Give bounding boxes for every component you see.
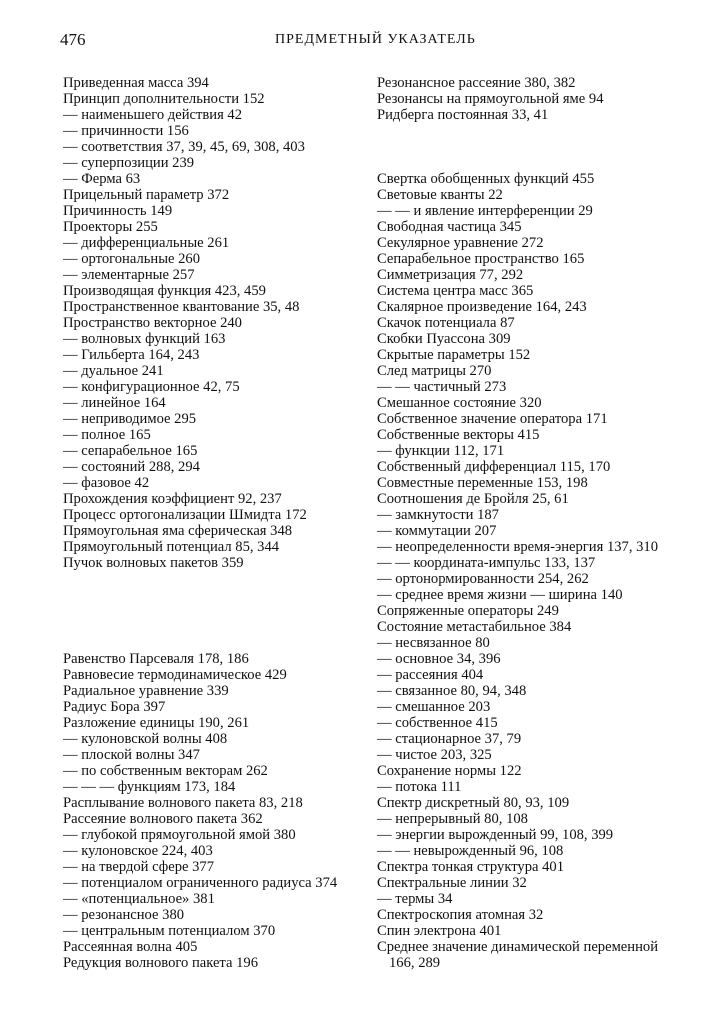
index-entry: — основное 34, 396 bbox=[377, 651, 501, 667]
index-entry: — конфигурационное 42, 75 bbox=[63, 379, 240, 395]
index-entry: Скалярное произведение 164, 243 bbox=[377, 299, 587, 315]
index-entry: — причинности 156 bbox=[63, 123, 189, 139]
index-entry: — «потенциальное» 381 bbox=[63, 891, 215, 907]
index-entry: Рассеяние волнового пакета 362 bbox=[63, 811, 263, 827]
index-entry: Соотношения де Бройля 25, 61 bbox=[377, 491, 569, 507]
index-entry: — коммутации 207 bbox=[377, 523, 497, 539]
index-entry: Сепарабельное пространство 165 bbox=[377, 251, 585, 267]
index-entry: Симметризация 77, 292 bbox=[377, 267, 524, 283]
index-entry: — неопределенности время-энергия 137, 310 bbox=[377, 539, 659, 555]
index-entry: — сепарабельное 165 bbox=[63, 443, 198, 459]
index-entry: — суперпозиции 239 bbox=[63, 155, 195, 171]
index-entry: — волновых функций 163 bbox=[63, 331, 226, 347]
index-entry: — кулоновской волны 408 bbox=[63, 731, 228, 747]
index-entry: Собственное значение оператора 171 bbox=[377, 411, 608, 427]
index-entry: Совместные переменные 153, 198 bbox=[377, 475, 588, 491]
index-entry: — ортогональные 260 bbox=[63, 251, 201, 267]
index-entry: — смешанное 203 bbox=[377, 699, 491, 715]
page-number: 476 bbox=[60, 30, 86, 49]
index-entry: — среднее время жизни — ширина 140 bbox=[377, 587, 623, 603]
index-entry: Световые кванты 22 bbox=[377, 187, 503, 203]
index-entry: Принцип дополнительности 152 bbox=[63, 91, 265, 107]
index-entry: Состояние метастабильное 384 bbox=[377, 619, 572, 635]
section-gap bbox=[63, 587, 360, 603]
index-entry: Проекторы 255 bbox=[63, 219, 158, 235]
index-entry: — соответствия 37, 39, 45, 69, 308, 403 bbox=[63, 139, 305, 155]
index-entry: — дифференциальные 261 bbox=[63, 235, 230, 251]
index-entry: — — координата-импульс 133, 137 bbox=[377, 555, 596, 571]
index-entry: Производящая функция 423, 459 bbox=[63, 283, 266, 299]
index-entry: Спектра тонкая структура 401 bbox=[377, 859, 565, 875]
index-entry: Радиус Бора 397 bbox=[63, 699, 166, 715]
index-entry: Спектр дискретный 80, 93, 109 bbox=[377, 795, 570, 811]
index-entry: — — частичный 273 bbox=[377, 379, 507, 395]
index-entry: — на твердой сфере 377 bbox=[63, 859, 215, 875]
index-entry: Резонансы на прямоугольной яме 94 bbox=[377, 91, 604, 107]
index-entry: — собственное 415 bbox=[377, 715, 498, 731]
section-gap bbox=[377, 139, 677, 155]
index-entry: — глубокой прямоугольной ямой 380 bbox=[63, 827, 296, 843]
index-entry: — наименьшего действия 42 bbox=[63, 107, 243, 123]
index-entry: — кулоновское 224, 403 bbox=[63, 843, 213, 859]
index-entry: — центральным потенциалом 370 bbox=[63, 923, 276, 939]
index-entry: — дуальное 241 bbox=[63, 363, 164, 379]
index-entry: Разложение единицы 190, 261 bbox=[63, 715, 250, 731]
index-entry: Спин электрона 401 bbox=[377, 923, 502, 939]
index-entry: Прямоугольный потенциал 85, 344 bbox=[63, 539, 280, 555]
index-entry: Процесс ортогонализации Шмидта 172 bbox=[63, 507, 307, 523]
index-entry: Смешанное состояние 320 bbox=[377, 395, 542, 411]
index-column-right bbox=[377, 75, 677, 971]
index-entry: Сохранение нормы 122 bbox=[377, 763, 522, 779]
index-entry: Сопряженные операторы 249 bbox=[377, 603, 559, 619]
index-entry: — — и явление интерференции 29 bbox=[377, 203, 593, 219]
index-entry: — плоской волны 347 bbox=[63, 747, 200, 763]
index-entry: Причинность 149 bbox=[63, 203, 173, 219]
section-gap bbox=[63, 571, 360, 587]
index-entry: Собственный дифференциал 115, 170 bbox=[377, 459, 611, 475]
index-entry: — функции 112, 171 bbox=[377, 443, 505, 459]
index-entry: — линейное 164 bbox=[63, 395, 166, 411]
index-entry: Пучок волновых пакетов 359 bbox=[63, 555, 244, 571]
index-entry: Ридберга постоянная 33, 41 bbox=[377, 107, 549, 123]
index-entry: — — — функциям 173, 184 bbox=[63, 779, 236, 795]
index-entry: — потока 111 bbox=[377, 779, 462, 795]
page-header bbox=[60, 30, 661, 54]
index-entry: Резонансное рассеяние 380, 382 bbox=[377, 75, 576, 91]
index-entry: — рассеяния 404 bbox=[377, 667, 484, 683]
index-entry: Равенство Парсеваля 178, 186 bbox=[63, 651, 249, 667]
index-entry: — резонансное 380 bbox=[63, 907, 185, 923]
index-entry: — Гильберта 164, 243 bbox=[63, 347, 200, 363]
section-gap bbox=[63, 635, 360, 651]
index-entry: — неприводимое 295 bbox=[63, 411, 197, 427]
index-entry: — непрерывный 80, 108 bbox=[377, 811, 528, 827]
index-entry: Среднее значение динамической переменной 166, 289 bbox=[377, 939, 659, 971]
index-entry: — замкнутости 187 bbox=[377, 507, 499, 523]
index-entry: — несвязанное 80 bbox=[377, 635, 490, 651]
index-entry: Спектроскопия атомная 32 bbox=[377, 907, 544, 923]
index-entry: Спектральные линии 32 bbox=[377, 875, 527, 891]
index-entry: — связанное 80, 94, 348 bbox=[377, 683, 527, 699]
index-entry: Секулярное уравнение 272 bbox=[377, 235, 544, 251]
index-entry: — полное 165 bbox=[63, 427, 151, 443]
index-entry: — потенциалом ограниченного радиуса 374 bbox=[63, 875, 338, 891]
index-entry: Скрытые параметры 152 bbox=[377, 347, 531, 363]
index-entry: Расплывание волнового пакета 83, 218 bbox=[63, 795, 303, 811]
section-gap bbox=[377, 123, 677, 139]
index-entry: Приведенная масса 394 bbox=[63, 75, 209, 91]
index-entry: — Ферма 63 bbox=[63, 171, 141, 187]
index-entry: Собственные векторы 415 bbox=[377, 427, 540, 443]
section-gap bbox=[63, 603, 360, 619]
index-entry: Прямоугольная яма сферическая 348 bbox=[63, 523, 293, 539]
index-entry: Скобки Пуассона 309 bbox=[377, 331, 511, 347]
index-entry: — ортонормированности 254, 262 bbox=[377, 571, 589, 587]
index-entry: Свободная частица 345 bbox=[377, 219, 522, 235]
section-gap bbox=[377, 155, 677, 171]
index-entry: Рассеянная волна 405 bbox=[63, 939, 198, 955]
index-entry: Радиальное уравнение 339 bbox=[63, 683, 229, 699]
index-entry: След матрицы 270 bbox=[377, 363, 492, 379]
index-entry: — — невырожденный 96, 108 bbox=[377, 843, 564, 859]
index-entry: Равновесие термодинамическое 429 bbox=[63, 667, 287, 683]
index-entry: — фазовое 42 bbox=[63, 475, 150, 491]
index-entry: Пространственное квантование 35, 48 bbox=[63, 299, 300, 315]
index-entry: Прохождения коэффициент 92, 237 bbox=[63, 491, 282, 507]
index-entry: — энергии вырожденный 99, 108, 399 bbox=[377, 827, 614, 843]
index-entry: Свертка обобщенных функций 455 bbox=[377, 171, 595, 187]
index-entry: — чистое 203, 325 bbox=[377, 747, 492, 763]
index-entry: Пространство векторное 240 bbox=[63, 315, 242, 331]
running-title: ПРЕДМЕТНЫЙ УКАЗАТЕЛЬ bbox=[275, 32, 476, 47]
section-gap bbox=[63, 619, 360, 635]
index-column-left bbox=[63, 75, 360, 971]
index-entry: Прицельный параметр 372 bbox=[63, 187, 230, 203]
index-entry: Система центра масс 365 bbox=[377, 283, 534, 299]
index-entry: — стационарное 37, 79 bbox=[377, 731, 522, 747]
index-entry: — элементарные 257 bbox=[63, 267, 195, 283]
index-entry: — по собственным векторам 262 bbox=[63, 763, 268, 779]
index-entry: Скачок потенциала 87 bbox=[377, 315, 515, 331]
index-entry: Редукция волнового пакета 196 bbox=[63, 955, 259, 971]
index-entry: — термы 34 bbox=[377, 891, 453, 907]
index-entry: — состояний 288, 294 bbox=[63, 459, 200, 475]
